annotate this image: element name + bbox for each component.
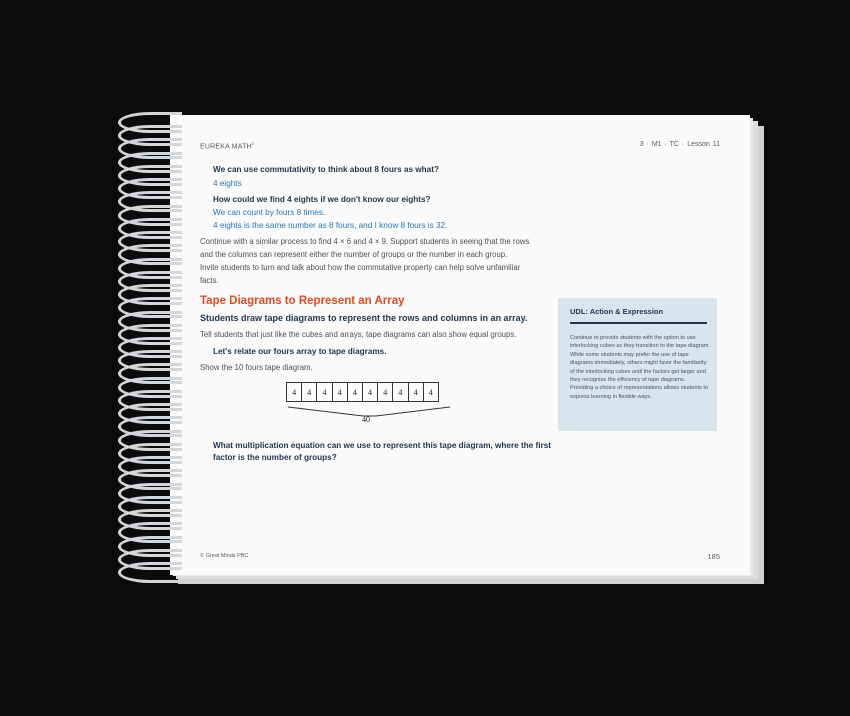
section-lead: Students draw tape diagrams to represent the rows and columns in an array. bbox=[200, 313, 528, 323]
tape-cell: 4 bbox=[347, 382, 363, 402]
breadcrumb: 3 · M1 · TC · Lesson 11 bbox=[639, 141, 720, 148]
tape-cell: 4 bbox=[408, 382, 424, 402]
teacher-question: What multiplication equation can we use to represent this tape diagram, where the first factor is the number of groups? bbox=[213, 441, 552, 462]
student-answer: 4 eights bbox=[213, 179, 242, 188]
brand-label: EUREKA MATH$^2$ bbox=[200, 141, 255, 151]
spiral-coil bbox=[118, 562, 182, 583]
student-answer: We can count by fours 8 times. bbox=[213, 208, 326, 217]
student-answer: 4 eights is the same number as 8 fours, and I know 8 fours is 32. bbox=[213, 221, 448, 230]
tape-diagram bbox=[287, 382, 439, 402]
section-title: Tape Diagrams to Represent an Array bbox=[200, 295, 405, 307]
tape-cell: 4 bbox=[377, 382, 393, 402]
tape-total: 40 bbox=[362, 415, 370, 424]
udl-divider bbox=[570, 322, 707, 324]
page-number: 185 bbox=[707, 552, 720, 561]
teacher-question: How could we find 4 eights if we don't know our eights? bbox=[213, 195, 431, 204]
section-intro: Tell students that just like the cubes and arrays, tape diagrams can also show equal groups. bbox=[200, 330, 517, 339]
tape-cell: 4 bbox=[423, 382, 439, 402]
teacher-prompt: Let's relate our fours array to tape diagrams. bbox=[213, 347, 387, 356]
tape-cell: 4 bbox=[392, 382, 408, 402]
instruction-text: Show the 10 fours tape diagram. bbox=[200, 363, 313, 372]
tape-cell: 4 bbox=[286, 382, 302, 402]
tape-cell: 4 bbox=[332, 382, 348, 402]
tape-cell: 4 bbox=[316, 382, 332, 402]
teacher-question: We can use commutativity to think about 8 fours as what? bbox=[213, 165, 439, 174]
udl-title: UDL: Action & Expression bbox=[570, 307, 664, 316]
copyright: © Great Minds PBC bbox=[200, 553, 249, 559]
tape-cell: 4 bbox=[362, 382, 378, 402]
book-page bbox=[170, 115, 750, 575]
body-paragraph: Continue with a similar process to find 4 × 6 and 4 × 9. Support students in seeing that the rows and the columns can represent either the number of groups or the number in each group. bbox=[200, 237, 530, 259]
udl-sidebar bbox=[558, 298, 717, 431]
udl-body: Continue to provide students with the option to use interlocking cubes as they transition to the tape diagram. While some students may prefer the use of tape diagrams immediately, others might favor the familiarity of the interlocking cubes until the factors get larger and they recognize the efficiency of tape diagrams. Providing a choice of representations allows students to express learning in flexible ways. bbox=[570, 335, 710, 400]
tape-cell: 4 bbox=[301, 382, 317, 402]
body-paragraph: Invite students to turn and talk about how the commutative property can help solve unfamiliar facts. bbox=[200, 263, 521, 285]
